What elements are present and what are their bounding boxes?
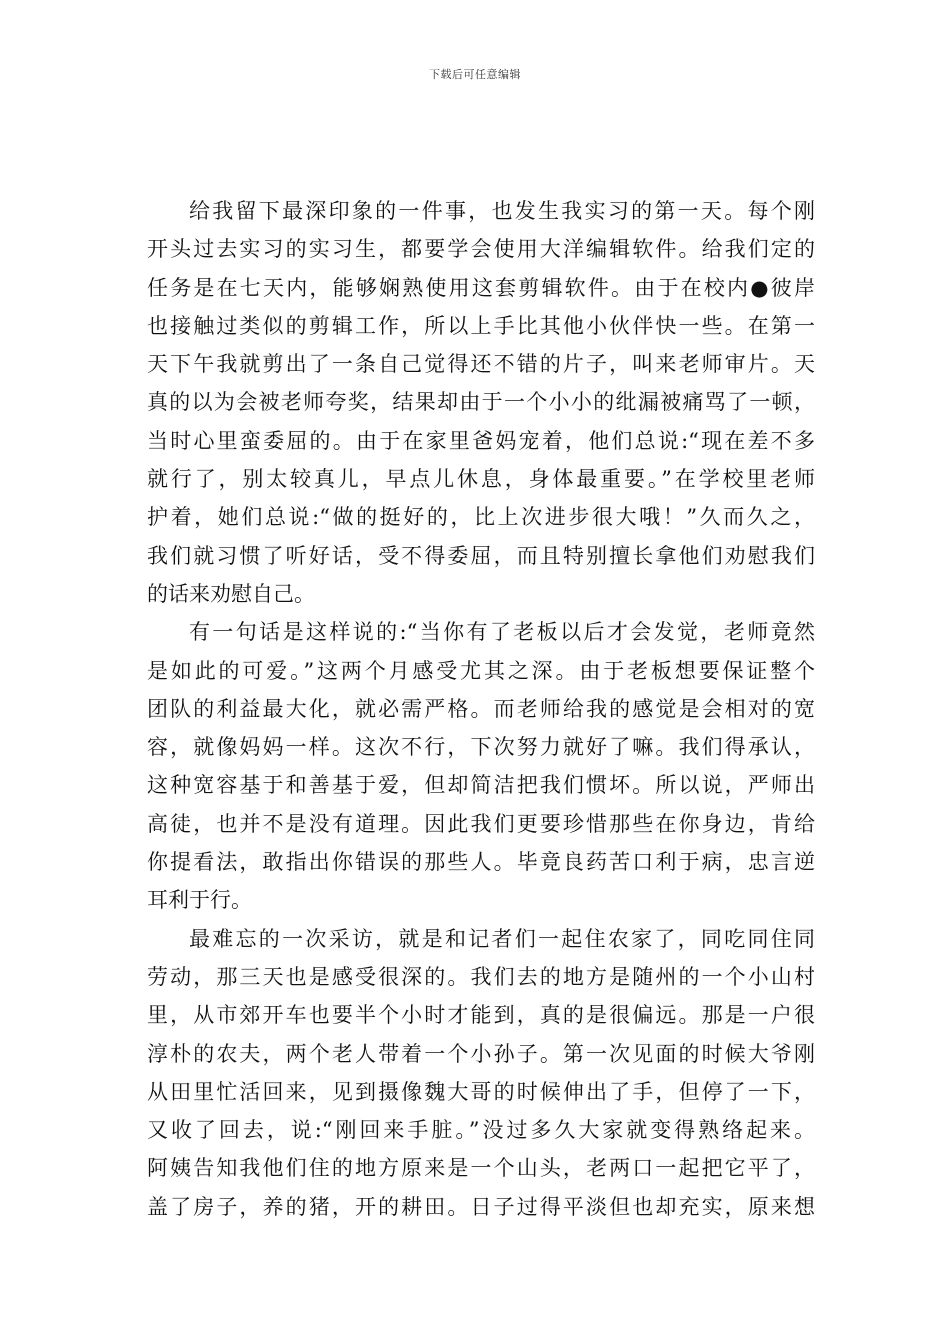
text-line: 是如此的可爱。”这两个月感受尤其之深。由于老板想要保证整个 [147, 658, 815, 683]
text-line: 里，从市郊开车也要半个小时才能到，真的是很偏远。那是一户很 [147, 1003, 815, 1028]
text-line: 天下午我就剪出了一条自己觉得还不错的片子，叫来老师审片。天 [147, 352, 815, 377]
text-line: 最难忘的一次采访，就是和记者们一起住农家了，同吃同住同 [189, 926, 815, 951]
paragraph [147, 613, 815, 919]
text-line: 这种宽容基于和善基于爱，但却简洁把我们惯坏。所以说，严师出 [147, 773, 815, 798]
text-line: 从田里忙活回来，见到摄像魏大哥的时候伸出了手，但停了一下， [147, 1079, 815, 1104]
page-header: 下载后可任意编辑 [429, 68, 521, 81]
text-line: 高徒，也并不是没有道理。因此我们更要珍惜那些在你身边，肯给 [147, 811, 815, 836]
text-line: 有一句话是这样说的:“当你有了老板以后才会发觉，老师竟然 [189, 620, 815, 645]
text-line: 又收了回去，说:“刚回来手脏。”没过多久大家就变得熟络起来。 [147, 1118, 815, 1143]
text-line: 当时心里蛮委屈的。由于在家里爸妈宠着，他们总说:“现在差不多 [147, 428, 815, 453]
text-line: 你提看法，敢指出你错误的那些人。毕竟良药苦口利于病，忠言逆 [147, 850, 815, 875]
text-line: 就行了，别太较真儿，早点儿休息，身体最重要。”在学校里老师 [147, 467, 815, 492]
text-line: 的话来劝慰自己。 [147, 581, 315, 606]
text-line: 容，就像妈妈一样。这次不行，下次努力就好了嘛。我们得承认， [147, 735, 815, 760]
text-line: 也接触过类似的剪辑工作，所以上手比其他小伙伴快一些。在第一 [147, 313, 815, 338]
text-line: 开头过去实习的实习生，都要学会使用大洋编辑软件。给我们定的 [147, 237, 815, 262]
text-line: 给我留下最深印象的一件事，也发生我实习的第一天。每个刚 [189, 199, 815, 223]
text-line: 劳动，那三天也是感受很深的。我们去的地方是随州的一个小山村 [147, 964, 815, 989]
paragraph [147, 920, 815, 1226]
text-line: 任务是在七天内，能够娴熟使用这套剪辑软件。由于在校内●彼岸 [147, 275, 815, 300]
text-line: 护着，她们总说:“做的挺好的，比上次进步很大哦！”久而久之， [147, 505, 815, 530]
text-line: 阿姨告知我他们住的地方原来是一个山头，老两口一起把它平了， [147, 1156, 815, 1181]
text-line: 真的以为会被老师夸奖，结果却由于一个小小的纰漏被痛骂了一顿， [147, 390, 815, 415]
text-line: 淳朴的农夫，两个老人带着一个小孙子。第一次见面的时候大爷刚 [147, 1041, 815, 1066]
text-line: 我们就习惯了听好话，受不得委屈，而且特别擅长拿他们劝慰我们 [147, 543, 815, 568]
text-line: 耳利于行。 [147, 888, 252, 913]
document-body [147, 192, 815, 1226]
paragraph-list [147, 192, 815, 1226]
text-line: 团队的利益最大化，就必需严格。而老师给我的感觉是会相对的宽 [147, 696, 815, 721]
paragraph [147, 192, 815, 613]
text-line: 盖了房子，养的猪，开的耕田。日子过得平淡但也却充实，原来想 [147, 1194, 815, 1219]
